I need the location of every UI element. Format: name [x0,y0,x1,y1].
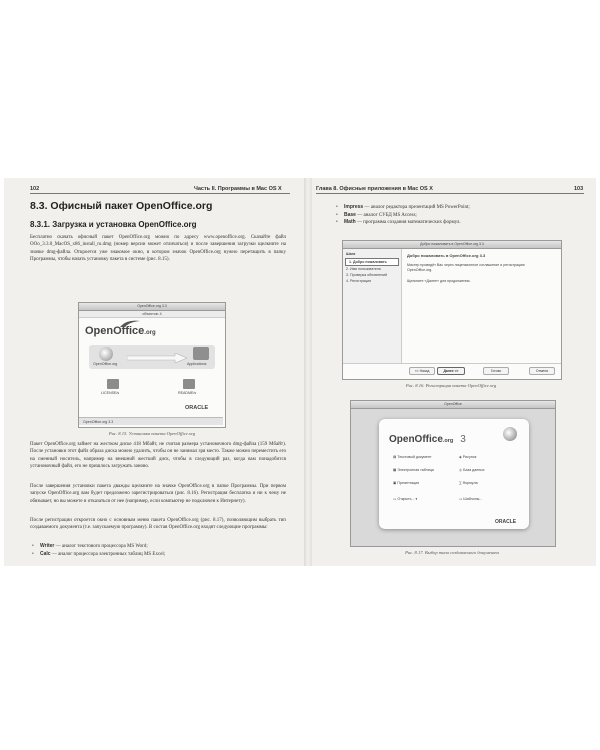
fig16-window-title: Добро пожаловать в OpenOffice.org 3.3 [420,242,484,246]
new-presentation-button[interactable] [393,481,419,485]
fig15-toolbar-text: объектов: 4 [142,312,162,316]
new-text-document-label: Текстовый документ [397,455,432,459]
fig15-vendor: ORACLE [185,405,209,411]
left-header-rule [30,193,290,194]
fig15-file1: LICENSE/s [101,391,120,395]
left-paragraph-4: После регистрации откроется окно с основным меню пакета OpenOffice.org (рис. 8.17), позволяющим выбрать тип создаваемого документа (т.е. запускаемую программу). В состав OpenOffice.org входят следующие программы: [30,518,286,531]
new-formula-button[interactable] [459,481,478,485]
list-item [334,219,574,227]
fig17-vendor: ORACLE [495,519,517,525]
fig16-caption: Рис. 8.16. Регистрация пакета OpenOffice.org [405,383,497,388]
right-running-head: Глава 8. Офисные приложения в Mac OS X [316,186,433,192]
left-paragraph-3: После завершения установки пакета дважды щелкните на значке OpenOffice.org в папке Программы. При первом запуске OpenOffice.org вам будет предложено зарегистрироваться (рис. 8.16). Регистрация бесплатна и ни к чему не обязывает, но вы можете и отказаться от нее (например, если компьютер не подключен к Интернету). [30,484,286,504]
next-button[interactable]: Далее >> [437,367,465,375]
fig15-installer-window [78,302,226,428]
left-program-list [30,543,286,558]
templates-button[interactable] [459,497,482,501]
open-button[interactable] [393,497,417,501]
fig15-statusbar [79,417,223,425]
new-presentation-label: Презентация [397,481,420,485]
fig15-gull-icon [119,315,141,333]
fig15-apps-label: Applications [187,362,207,366]
applications-folder-icon[interactable] [193,347,209,360]
fig16-step-1[interactable]: 1. Добро пожаловать [345,258,399,266]
list-item [334,204,574,212]
finish-button[interactable]: Готово [483,367,509,375]
new-drawing-label: Рисунок [462,455,477,459]
fig16-steps-header: Шаги [346,252,356,256]
fig15-file2: README/s [178,391,197,395]
fig15-window-title: OpenOffice.org 3.3 [137,304,167,308]
list-item [30,551,286,559]
right-header-rule [316,193,584,194]
fig17-titlebar [351,401,555,409]
fig16-wizard-window [342,240,562,380]
program-name: Math [344,219,356,226]
fig17-version: 3 [460,434,466,445]
templates-icon: ▭ [459,497,463,501]
book-spread [4,178,596,566]
fig15-logo-suffix: .org [144,330,156,336]
spreadsheet-icon: ▦ [393,468,397,472]
new-formula-label: Формула [462,481,478,485]
fig16-titlebar [343,241,561,249]
fig16-hint: Щелкните «Далее» для продолжения. [407,279,471,283]
fig15-drag-band [89,345,215,369]
text-document-icon: ▤ [393,455,397,459]
back-button[interactable]: << Назад [409,367,435,375]
fig17-document-grid [393,455,517,515]
new-database-label: База данных [463,468,485,472]
right-page-number: 103 [574,186,584,192]
fig16-step-2[interactable]: 2. Имя пользователя [346,267,381,271]
readme-folder-icon[interactable] [183,379,195,389]
database-icon: ◎ [459,468,463,472]
new-drawing-button[interactable] [459,455,476,459]
program-name: Calc [40,550,51,557]
templates-label: Шаблоны... [463,497,483,501]
fig15-app-label: OpenOffice.org [93,362,118,366]
cancel-button[interactable]: Отмена [529,367,555,375]
fig16-button-divider [343,363,561,364]
program-desc: — аналог процессора электронных таблиц MS Excel; [50,551,166,557]
list-item [334,212,574,220]
program-desc: — аналог редактора презентаций MS PowerPoint; [363,205,470,210]
fig17-logo-suffix: .org [442,438,454,444]
open-dropdown-icon: ▾ [415,497,418,501]
left-paragraph-1: Бесплатно скачать офисный пакет OpenOffice.org можно по адресу www.openoffice.org. Скачайте файл OOo_3.3.0_MacOS_x86_install_ru.dmg (номер версии может отличаться) и после завершения загрузки щелкните на значке dmg-файла. Откроется уже знакомое окно, в котором значок OpenOffice.org нужно перетащить в папку Программы, чтобы начать установку пакета в системе (рис. 8.15). [30,235,286,263]
fig17-logo [389,429,466,447]
fig15-bottom-label: OpenOffice.org 3.3 [83,420,114,424]
new-spreadsheet-label: Электронная таблица [397,468,434,472]
program-desc: — программа создания математических формул. [355,220,461,226]
fig16-body: Мастер проведёт Вас через лицензионное соглашение и регистрацию OpenOffice.org. [407,263,525,272]
drawing-icon: ◈ [459,455,462,459]
fig17-start-window [350,400,556,547]
folder-icon: ▭ [393,497,397,501]
program-desc: — аналог СУБД MS Access; [355,212,417,218]
fig15-caption: Рис. 8.15. Установка пакета OpenOffice.org [108,431,196,436]
fig16-heading: Добро пожаловать в OpenOffice.org 3.3 [407,253,486,258]
formula-icon: ∑ [459,481,462,485]
fig15-logo-text: OpenOffice [85,325,145,337]
license-folder-icon[interactable] [107,379,119,389]
openoffice-ball-icon [503,427,517,441]
fig15-toolbar [79,311,225,318]
program-name: Impress [344,204,364,210]
fig15-titlebar [79,303,225,311]
fig16-step-3[interactable]: 3. Проверка обновлений [346,273,388,277]
fig17-start-center [379,419,529,529]
new-text-document-button[interactable] [393,455,431,459]
right-program-list [334,204,574,227]
program-name: Writer [40,543,55,549]
fig17-caption: Рис. 8.17. Выбор типа создаваемого документа [405,550,499,555]
left-page-number: 102 [30,186,40,192]
program-name: Base [344,211,356,218]
left-paragraph-2: Пакет OpenOffice.org займет на жестком диске 418 Мбайт, не считая размера установочного dmg-файла (159 Мбайт). После установки этот файл образа диска можно удалить, чтобы он не занимал зря место. Также можно переместить его на сменный носитель, например на внешний жесткий диск, чтобы в следующий раз, когда вам понадобится установочный файл, его не пришлось загружать заново. [30,442,286,470]
drag-arrow-icon [127,350,187,368]
new-database-button[interactable] [459,468,485,472]
subsection-title: 8.3.1. Загрузка и установка OpenOffice.org [30,220,197,229]
openoffice-app-icon[interactable] [99,347,113,361]
open-label: Открыть... [397,497,415,501]
presentation-icon: ▣ [393,481,397,485]
list-item [30,543,286,551]
fig17-logo-text: OpenOffice [389,434,443,445]
section-title: 8.3. Офисный пакет OpenOffice.org [30,200,213,212]
fig16-step-4[interactable]: 4. Регистрация [346,279,372,283]
left-running-head: Часть II. Программы в Mac OS X [194,186,282,192]
fig17-window-title: OpenOffice [444,402,462,406]
program-desc: — аналог текстового процессора MS Word; [54,544,148,549]
book-gutter [304,178,312,566]
new-spreadsheet-button[interactable] [393,468,434,472]
fig16-steps-panel [343,249,402,363]
